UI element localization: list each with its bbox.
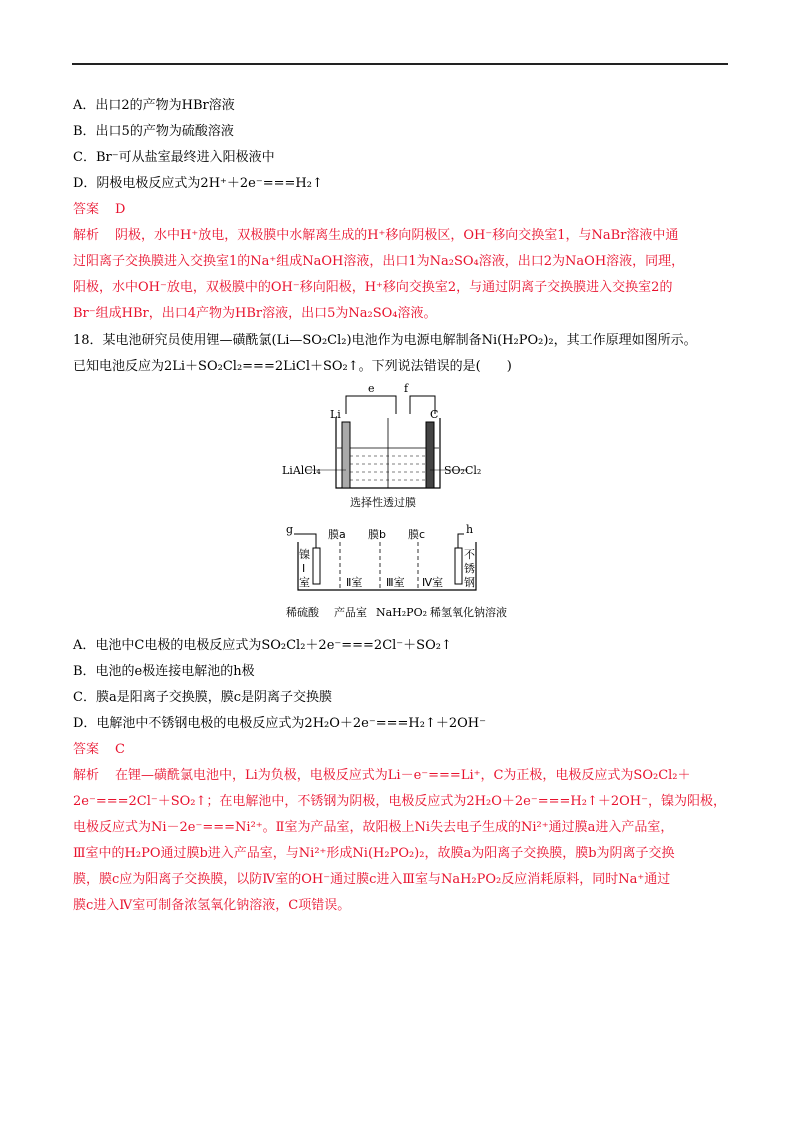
label-e: e bbox=[368, 382, 375, 395]
q18-stem-line-1: 18．某电池研究员使用锂—磺酰氯(Li—SO₂Cl₂)电池作为电源电解制备Ni(H₂PO₂)₂，其工作原理如图所示。 bbox=[73, 333, 697, 348]
analysis-text: 阴极，水中H⁺放电，双极膜中水解离生成的H⁺移向阴极区，OH⁻移向交换室1，与NaBr溶液中通 bbox=[115, 228, 679, 243]
q18-analysis-line-5: 膜，膜c应为阳离子交换膜，以防Ⅳ室的OH⁻通过膜c进入Ⅲ室与NaH₂PO₂反应消耗原料，同时Na⁺通过 bbox=[73, 872, 671, 887]
q18-option-d: D．电解池中不锈钢电极的电极反应式为2H₂O＋2e⁻===H₂↑＋2OH⁻ bbox=[73, 716, 486, 731]
label-nickel-3: 室 bbox=[299, 576, 310, 589]
steel-electrode bbox=[455, 548, 462, 584]
q17-answer bbox=[73, 200, 733, 220]
label-g: g bbox=[286, 523, 294, 536]
q18-analysis-line-6: 膜c进入Ⅳ室可制备浓氢氧化钠溶液，C项错误。 bbox=[73, 898, 351, 913]
label-room-3: Ⅲ室 bbox=[386, 576, 405, 589]
label-room-2: Ⅱ室 bbox=[346, 576, 363, 589]
header-rule bbox=[72, 63, 728, 65]
wire-g bbox=[294, 534, 316, 548]
analysis-text: 在锂—磺酰氯电池中，Li为负极，电极反应式为Li－e⁻===Li⁺，C为正极，电极反应式为SO₂Cl₂＋ bbox=[115, 768, 691, 783]
label-steel-1: 不 bbox=[464, 548, 475, 561]
analysis-label: 解析 bbox=[73, 768, 100, 783]
q17-analysis-line-1 bbox=[73, 226, 733, 246]
q18-analysis-line-1 bbox=[73, 766, 733, 786]
q18-analysis-line-3: 电极反应式为Ni－2e⁻===Ni²⁺。Ⅱ室为产品室，故阳极上Ni失去电子生成的Ni²⁺通过膜a进入产品室， bbox=[73, 820, 674, 835]
q17-option-d: D．阴极电极反应式为2H⁺＋2e⁻===H₂↑ bbox=[73, 176, 323, 191]
q18-answer bbox=[73, 740, 733, 760]
label-c: C bbox=[430, 408, 439, 421]
label-dilute-naoh: 稀氢氧化钠溶液 bbox=[430, 606, 507, 619]
label-membrane-b: 膜b bbox=[368, 528, 386, 541]
q17-option-c: C．Br⁻可从盐室最终进入阳极液中 bbox=[73, 150, 275, 165]
q18-option-b: B．电池的e极连接电解池的h极 bbox=[73, 664, 255, 679]
label-membrane-a: 膜a bbox=[328, 528, 346, 541]
nickel-electrode bbox=[313, 548, 320, 584]
q18-stem-line-2: 已知电池反应为2Li＋SO₂Cl₂===2LiCl＋SO₂↑。下列说法错误的是( ) bbox=[73, 359, 512, 374]
answer-label: 答案 bbox=[73, 742, 100, 757]
label-nickel-2: Ⅰ bbox=[302, 562, 306, 575]
label-nickel-1: 镍 bbox=[299, 548, 310, 561]
apparatus-svg bbox=[280, 378, 540, 626]
answer-value: D bbox=[115, 202, 126, 217]
label-steel-2: 锈 bbox=[464, 562, 475, 575]
label-product-room: 产品室 bbox=[334, 606, 367, 619]
label-f: f bbox=[404, 382, 409, 395]
label-dilute-sulfuric: 稀硫酸 bbox=[286, 606, 319, 619]
answer-label: 答案 bbox=[73, 202, 100, 217]
q18-analysis-line-2: 2e⁻===2Cl⁻＋SO₂↑；在电解池中，不锈钢为阴极，电极反应式为2H₂O＋2e⁻===H₂↑＋2OH⁻，镍为阳极， bbox=[73, 794, 726, 809]
c-electrode bbox=[426, 422, 434, 488]
label-liallcl4: LiAlCl₄ bbox=[282, 464, 321, 477]
label-room-4: Ⅳ室 bbox=[422, 576, 444, 589]
q18-option-a: A．电池中C电极的电极反应式为SO₂Cl₂＋2e⁻===2Cl⁻＋SO₂↑ bbox=[73, 638, 452, 653]
q18-option-c: C．膜a是阳离子交换膜，膜c是阴离子交换膜 bbox=[73, 690, 332, 705]
q18-analysis-line-4: Ⅲ室中的H₂PO通过膜b进入产品室，与Ni²⁺形成Ni(H₂PO₂)₂，故膜a为阳离子交换膜，膜b为阴离子交换 bbox=[73, 846, 675, 861]
label-membrane-c: 膜c bbox=[408, 528, 426, 541]
label-li: Li bbox=[330, 408, 341, 421]
analysis-label: 解析 bbox=[73, 228, 100, 243]
answer-value: C bbox=[115, 742, 125, 757]
label-nah2po2: NaH₂PO₂ bbox=[376, 606, 428, 619]
wire-e bbox=[346, 396, 396, 414]
q17-option-a: A．出口2的产物为HBr溶液 bbox=[73, 98, 235, 113]
q17-analysis-line-4: Br⁻组成HBr，出口4产物为HBr溶液，出口5为Na₂SO₄溶液。 bbox=[73, 306, 437, 321]
label-h: h bbox=[466, 523, 474, 536]
label-so2cl2: SO₂Cl₂ bbox=[444, 464, 482, 477]
li-electrode bbox=[342, 422, 350, 488]
q17-analysis-line-3: 阳极，水中OH⁻放电，双极膜中的OH⁻移向阳极，H⁺移向交换室2，与通过阴离子交换膜进入交换室2的 bbox=[73, 280, 673, 295]
label-membrane-caption: 选择性透过膜 bbox=[350, 496, 416, 509]
apparatus-diagram bbox=[280, 378, 540, 626]
q17-option-b: B．出口5的产物为硫酸溶液 bbox=[73, 124, 234, 139]
wire-h bbox=[458, 534, 464, 548]
q17-analysis-line-2: 过阳离子交换膜进入交换室1的Na⁺组成NaOH溶液，出口1为Na₂SO₄溶液，出口2为NaOH溶液，同理， bbox=[73, 254, 685, 269]
label-steel-3: 钢 bbox=[464, 576, 475, 589]
